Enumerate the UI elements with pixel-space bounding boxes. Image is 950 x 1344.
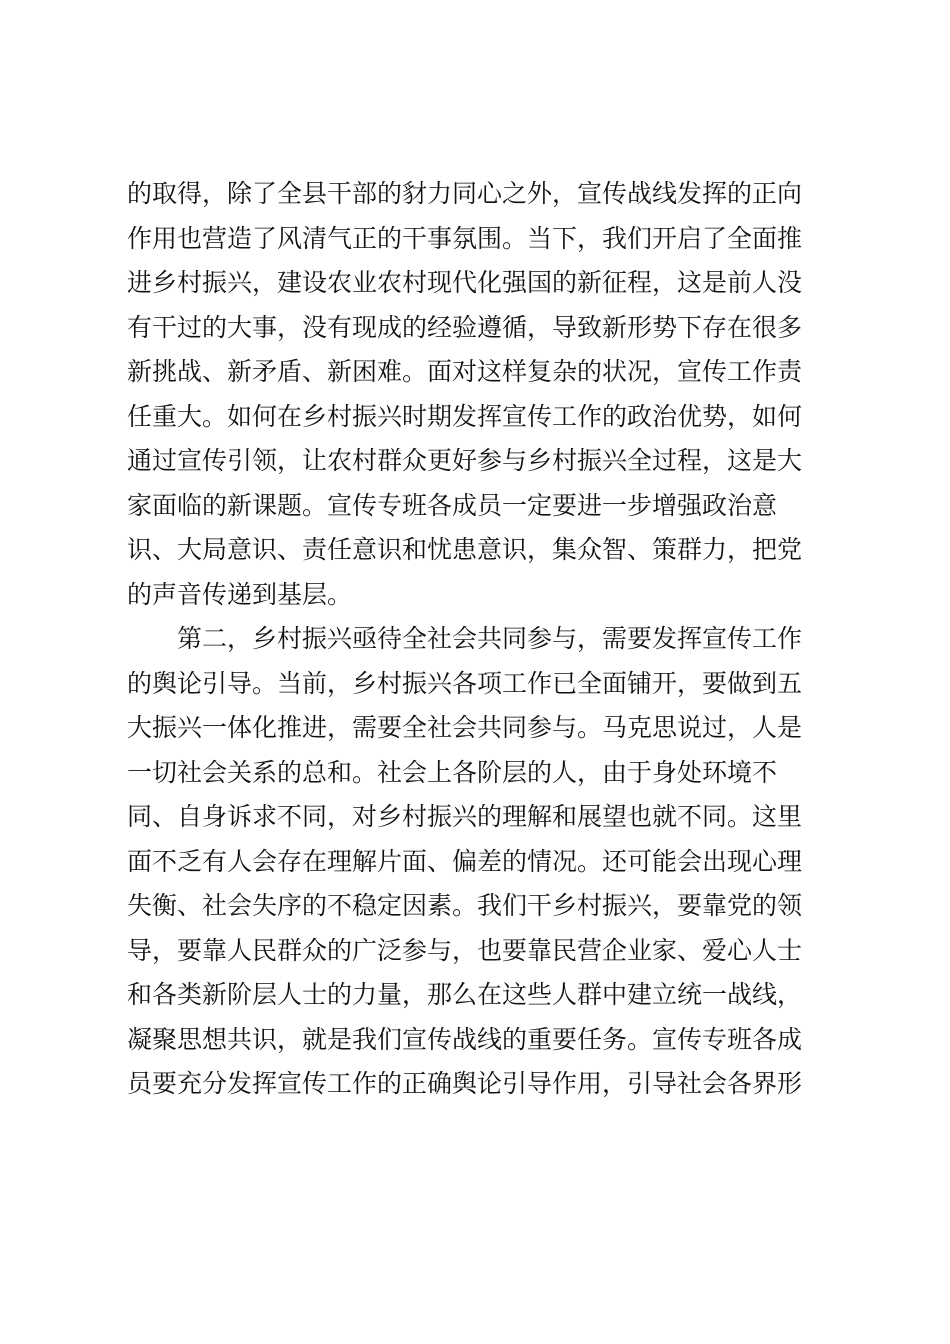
text-line: 第二，乡村振兴亟待全社会共同参与，需要发挥宣传工作	[177, 624, 803, 653]
body-text	[127, 172, 823, 1107]
text-line: 作用也营造了风清气正的干事氛围。当下，我们开启了全面推	[127, 223, 803, 253]
text-line: 通过宣传引领，让农村群众更好参与乡村振兴全过程，这是大	[127, 446, 803, 475]
text-line: 有干过的大事，没有现成的经验遵循，导致新形势下存在很多	[127, 312, 803, 342]
text-line: 面不乏有人会存在理解片面、偏差的情况。还可能会出现心理	[127, 846, 803, 876]
text-line: 大振兴一体化推进，需要全社会共同参与。马克思说过，人是	[127, 713, 803, 742]
text-line: 同、自身诉求不同，对乡村振兴的理解和展望也就不同。这里	[127, 802, 803, 831]
paragraph-1	[127, 172, 823, 617]
text-line: 家面临的新课题。宣传专班各成员一定要进一步增强政治意	[127, 490, 778, 520]
text-line: 导，要靠人民群众的广泛参与，也要靠民营企业家、爱心人士	[127, 935, 803, 965]
text-line: 的取得，除了全县干部的豺力同心之外，宣传战线发挥的正向	[127, 179, 803, 208]
text-line: 和各类新阶层人士的力量，那么在这些人群中建立统一战线，	[127, 980, 803, 1009]
text-line: 任重大。如何在乡村振兴时期发挥宣传工作的政治优势，如何	[127, 401, 803, 431]
text-line: 的声音传递到基层。	[127, 579, 353, 609]
text-line: 员要充分发挥宣传工作的正确舆论引导作用，引导社会各界形	[127, 1069, 803, 1098]
text-line: 新挑战、新矛盾、新困难。面对这样复杂的状况，宣传工作责	[127, 357, 803, 386]
text-line: 凝聚思想共识，就是我们宣传战线的重要任务。宣传专班各成	[127, 1024, 803, 1054]
text-line: 进乡村振兴，建设农业农村现代化强国的新征程，这是前人没	[127, 268, 803, 297]
paragraph-2	[127, 617, 823, 1107]
text-line: 识、大局意识、责任意识和忧患意识，集众智、策群力，把党	[127, 535, 803, 564]
text-line: 失衡、社会失序的不稳定因素。我们干乡村振兴，要靠党的领	[127, 891, 803, 920]
text-line: 的舆论引导。当前，乡村振兴各项工作已全面铺开，要做到五	[127, 668, 803, 698]
text-line: 一切社会关系的总和。社会上各阶层的人，由于身处环境不	[127, 757, 778, 787]
